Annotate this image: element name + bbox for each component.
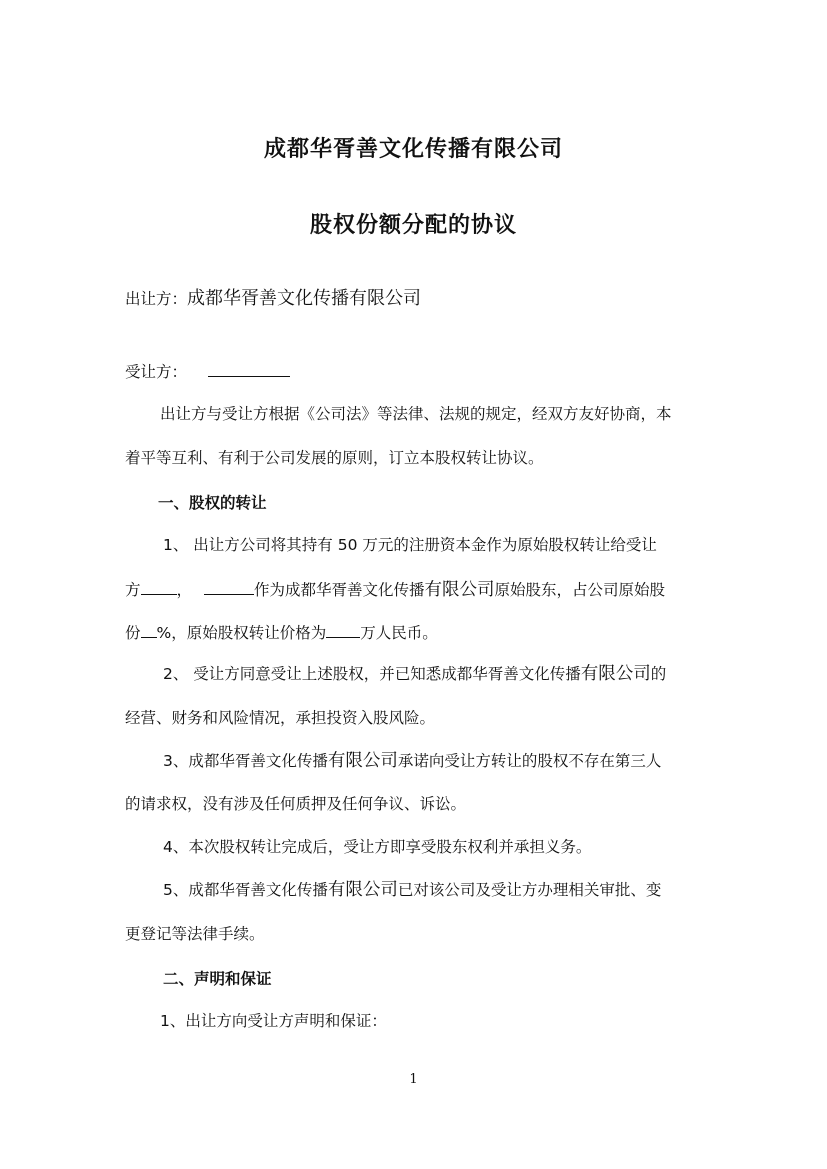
item-5-line-1: 5、成都华胥善文化传播有限公司已对该公司及受让方办理相关审批、变 <box>163 880 662 900</box>
blank-field <box>204 578 254 595</box>
blank-field <box>141 621 157 638</box>
item-1-line-3: 份 %，原始股权转让价格为 万人民币。 <box>125 621 438 644</box>
document-title: 成都华胥善文化传播有限公司 <box>263 137 563 162</box>
item-1-line-2: 方 ， 作为成都华胥善文化传播有限公司原始股东，占公司原始股 <box>125 580 666 600</box>
section-2-item-1: 1、出让方向受让方声明和保证： <box>160 1012 387 1030</box>
item-3-line-2: 的请求权，没有涉及任何质押及任何争议、诉讼。 <box>125 795 467 813</box>
item-2-line-2: 经营、财务和风险情况，承担投资入股风险。 <box>125 709 436 727</box>
preamble-line-1: 出让方与受让方根据《公司法》等法律、法规的规定，经双方友好协商，本 <box>160 405 672 423</box>
transferor-name: 成都华胥善文化传播有限公司 <box>187 288 422 309</box>
transferee-blank <box>208 360 290 377</box>
transferor-line <box>125 288 421 310</box>
item-4-line-1: 4、本次股权转让完成后，受让方即享受股东权利并承担义务。 <box>163 838 592 856</box>
section-2-heading: 二、声明和保证 <box>163 970 272 988</box>
blank-field <box>326 621 360 638</box>
item-1-line-1: 1、 出让方公司将其持有 50 万元的注册资本金作为原始股权转让给受让 <box>163 536 657 554</box>
transferor-label: 出让方： <box>125 290 188 308</box>
item-5-line-2: 更登记等法律手续。 <box>125 925 265 943</box>
preamble-line-2: 着平等互利、有利于公司发展的原则，订立本股权转让协议。 <box>125 449 544 467</box>
page-number: 1 <box>409 1072 418 1087</box>
blank-field <box>141 578 177 595</box>
transferee-label: 受让方： <box>125 363 188 381</box>
item-3-line-1: 3、成都华胥善文化传播有限公司承诺向受让方转让的股权不存在第三人 <box>163 751 662 771</box>
section-1-heading: 一、股权的转让 <box>158 494 267 512</box>
item-2-line-1: 2、 受让方同意受让上述股权，并已知悉成都华胥善文化传播有限公司的 <box>163 664 667 684</box>
transferee-line <box>125 360 290 383</box>
document-subtitle: 股权份额分配的协议 <box>309 213 517 238</box>
